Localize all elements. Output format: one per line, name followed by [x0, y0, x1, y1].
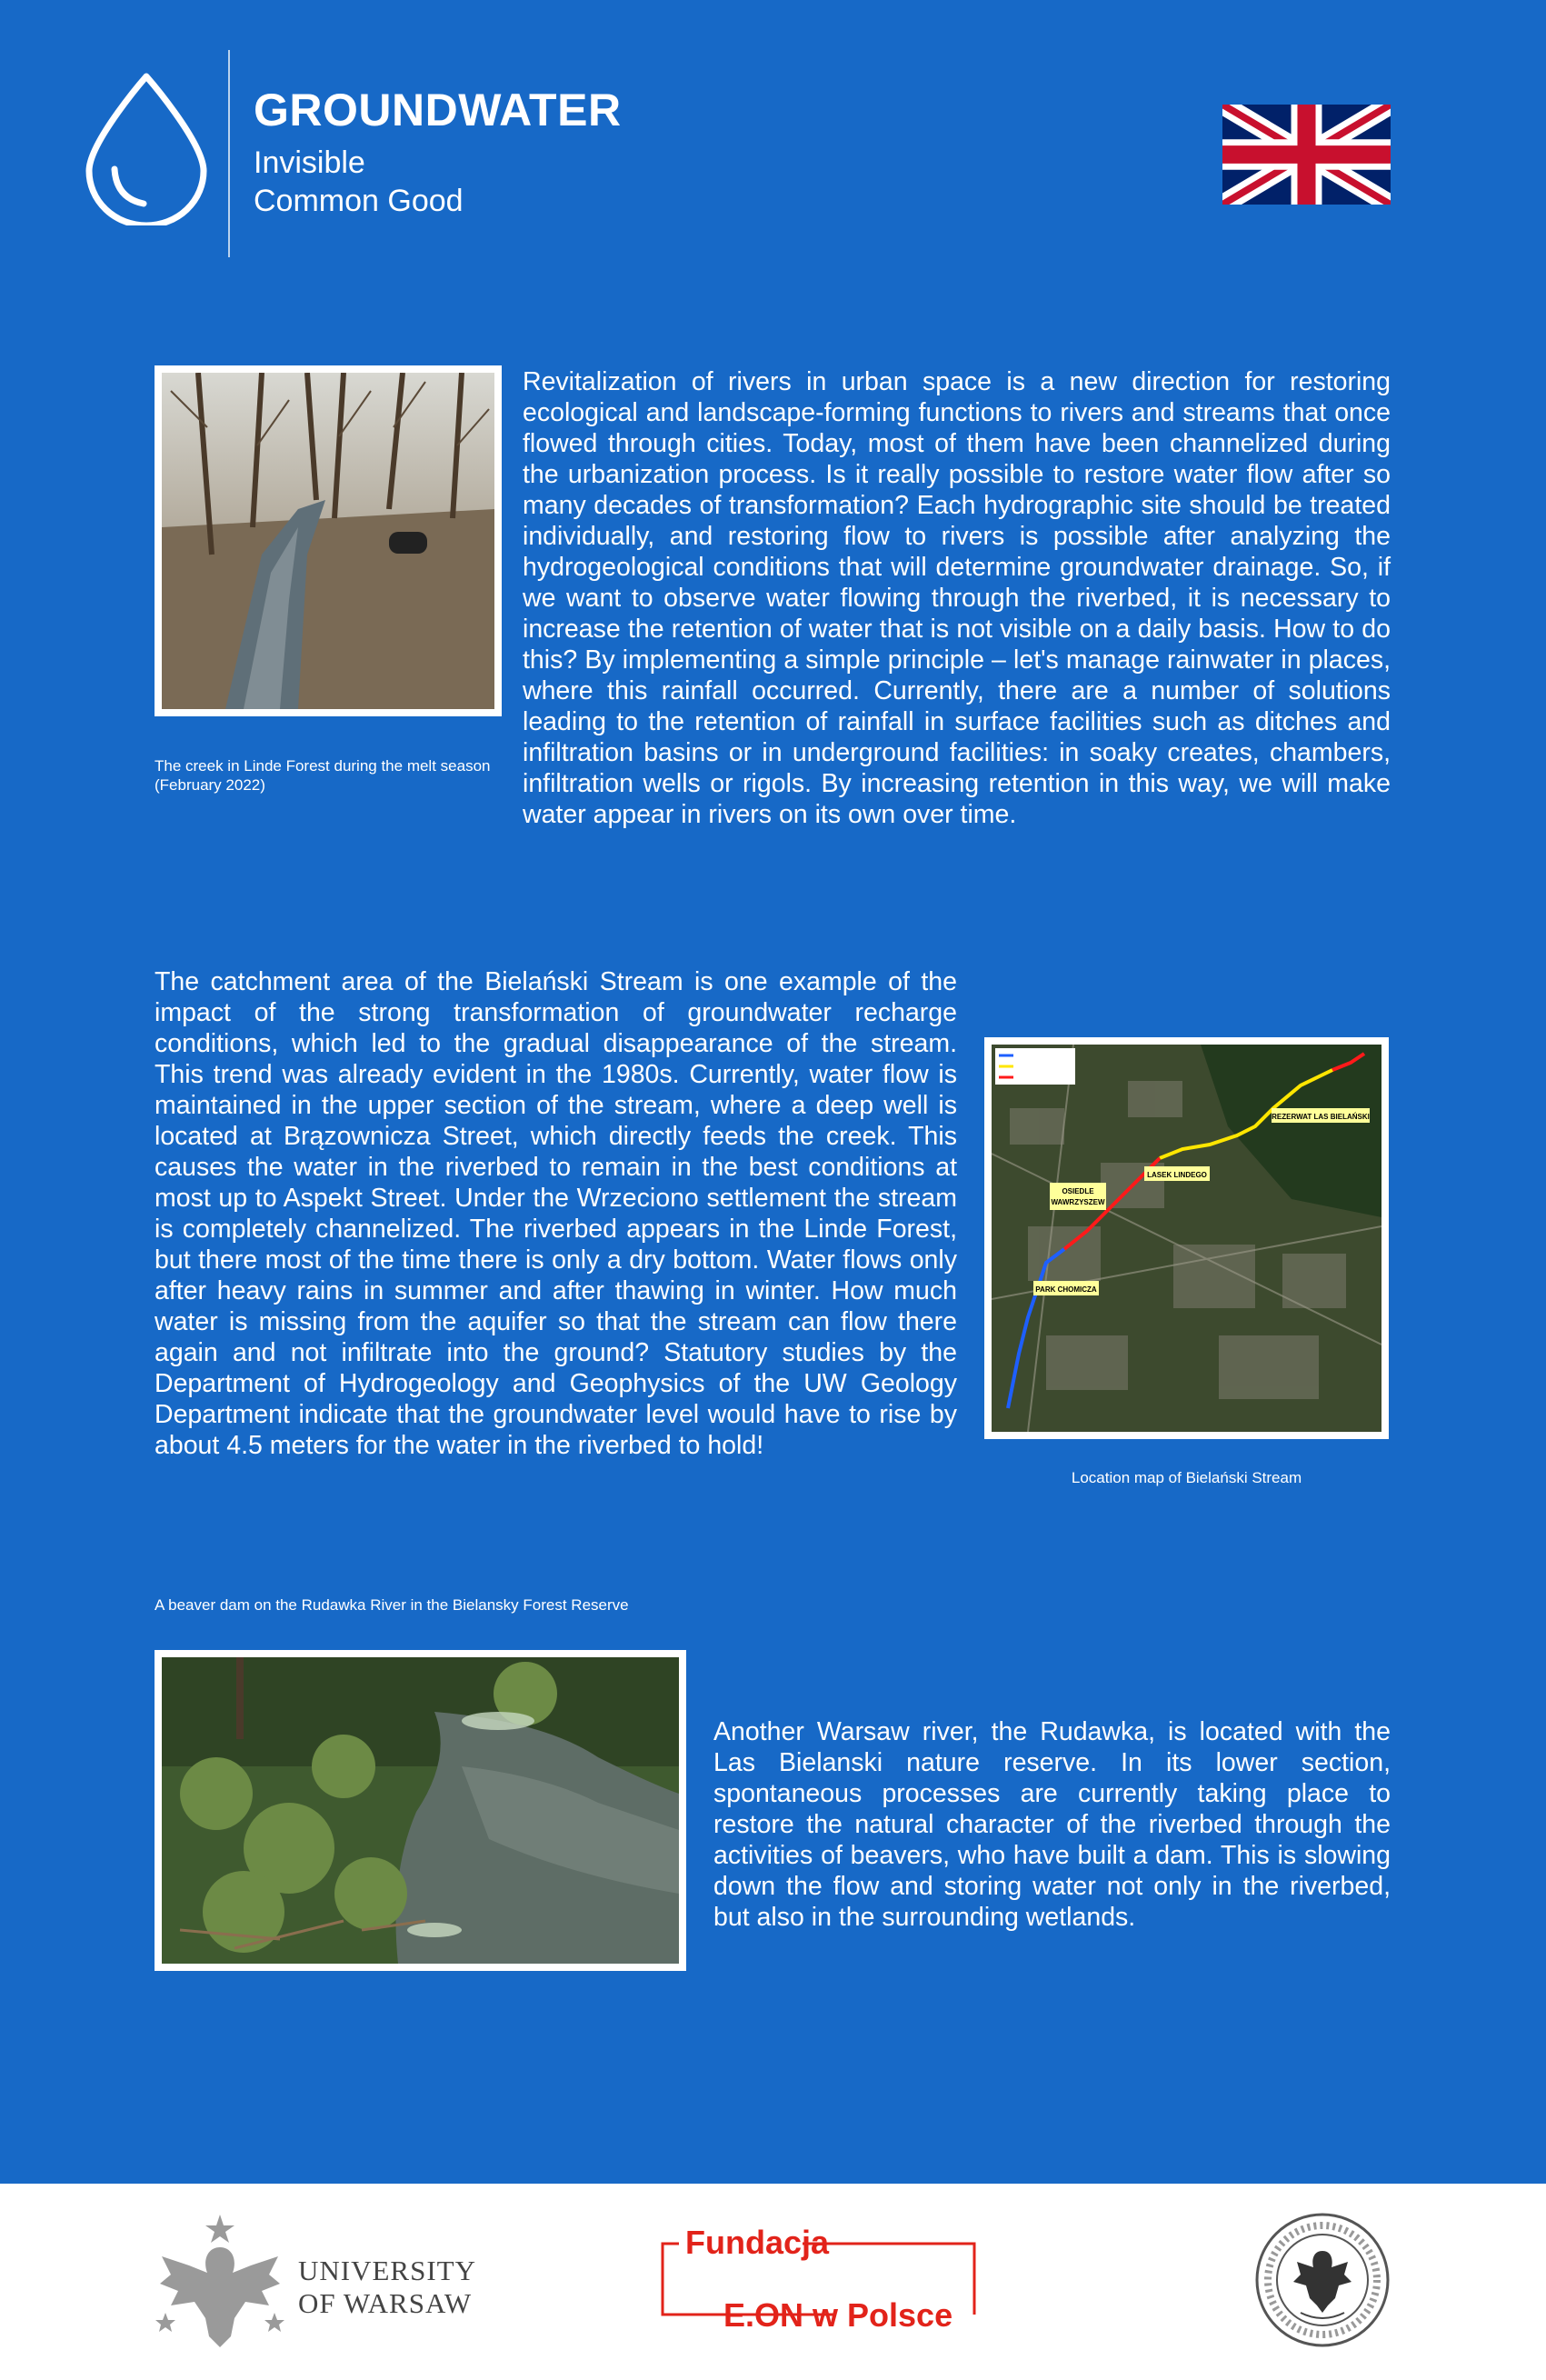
map-label-osiedle: OSIEDLE [1062, 1187, 1094, 1195]
section2-text: The catchment area of the Bielański Stream is one example of the impact of the strong transformation of groundwater recharge conditions, which led to the gradual disappearance of the stream. This trend was already evident in the 1980s. Currently, water flow is maintained in the upper section of the stream, where a deep well is located at Brązownicza Street, which directly feeds the creek. This causes the water in the riverbed to remain in the best conditions at most up to Aspekt Street. Under the Wrzeciono settlement the stream is completely channelized. The riverbed appears in the Linde Forest, but there most of the time there is only a dry bottom. Water flows only after heavy rains in summer and after thawing in winter. How much water is missing from the aquifer so that the stream can flow there again and not infiltrate into the ground? Statutory studies by the Department of Hydrogeology and Geophysics of the UW Geology Department indicate that the groundwater level would have to rise by about 4.5 meters for the water in the riverbed to hold! [155, 967, 957, 1460]
eon-foundation-line-2: E.ON w Polsce [723, 2296, 953, 2334]
map-label-wawrzyszew: WAWRZYSZEW [1051, 1198, 1105, 1206]
beaver-dam-photo-caption: A beaver dam on the Rudawka River in the Bielansky Forest Reserve [155, 1596, 629, 1614]
bielanski-stream-location-map [984, 1037, 1389, 1439]
uw-line-2: OF WARSAW [298, 2287, 473, 2319]
section3-text: Another Warsaw river, the Rudawka, is located with the Las Bielanski nature reserve. In its lower section, spontaneous processes are currently taking place to restore the natural character of the riverbed through the activities of beavers, who have built a dam. This is slowing down the flow and storing water not only in the riverbed, but also in the surrounding wetlands. [713, 1717, 1391, 1932]
university-eagle-emblem-icon [153, 2211, 287, 2356]
eon-foundation-line-1: Fundacja [685, 2224, 830, 2261]
header-divider [228, 50, 230, 257]
map-label-reserve: REZERWAT LAS BIELAŃSKI [1272, 1113, 1370, 1121]
water-drop-icon [80, 71, 213, 225]
faculty-of-geology-seal-icon [1253, 2211, 1391, 2349]
uw-line-1: UNIVERSITY [298, 2255, 476, 2286]
beaver-dam-photo [155, 1650, 686, 1971]
map-label-lasek: LASEK LINDEGO [1147, 1171, 1207, 1179]
poster-title: GROUNDWATER [254, 85, 622, 135]
linde-forest-creek-photo [155, 365, 502, 716]
poster-subtitle [254, 144, 464, 220]
subtitle-line-1: Invisible [254, 145, 365, 180]
section1-text: Revitalization of rivers in urban space is a new direction for restoring ecological and landscape-forming functions to rivers and streams that once flowed through cities. Today, most of them have been channelized during the urbanization process. Is it really possible to restore water flow after so many decades of transformation? Each hydrographic site should be treated individually, and restoring flow to rivers is possible after analyzing the hydrogeological conditions that will determine groundwater drainage. So, if we want to observe water flowing through the riverbed, it is necessary to increase the retention of water that is not visible on a daily basis. How to do this? By implementing a simple principle – let's manage rainwater in places, where this rainfall occurred. Currently, there are a number of solutions leading to the retention of rainfall in surface facilities such as ditches and infiltration basins or in underground facilities: in soaky creates, chambers, infiltration wells or rigols. By increasing retention in this way, we will make water appear in rivers on its own over time. [523, 367, 1391, 829]
map-caption: Location map of Bielański Stream [1071, 1469, 1302, 1486]
map-label-park: PARK CHOMICZA [1035, 1285, 1097, 1294]
university-of-warsaw-logo-text [298, 2255, 476, 2320]
union-jack-flag-icon [1222, 105, 1391, 205]
subtitle-line-2: Common Good [254, 184, 464, 218]
linde-photo-caption: The creek in Linde Forest during the melt season (February 2022) [155, 757, 491, 794]
